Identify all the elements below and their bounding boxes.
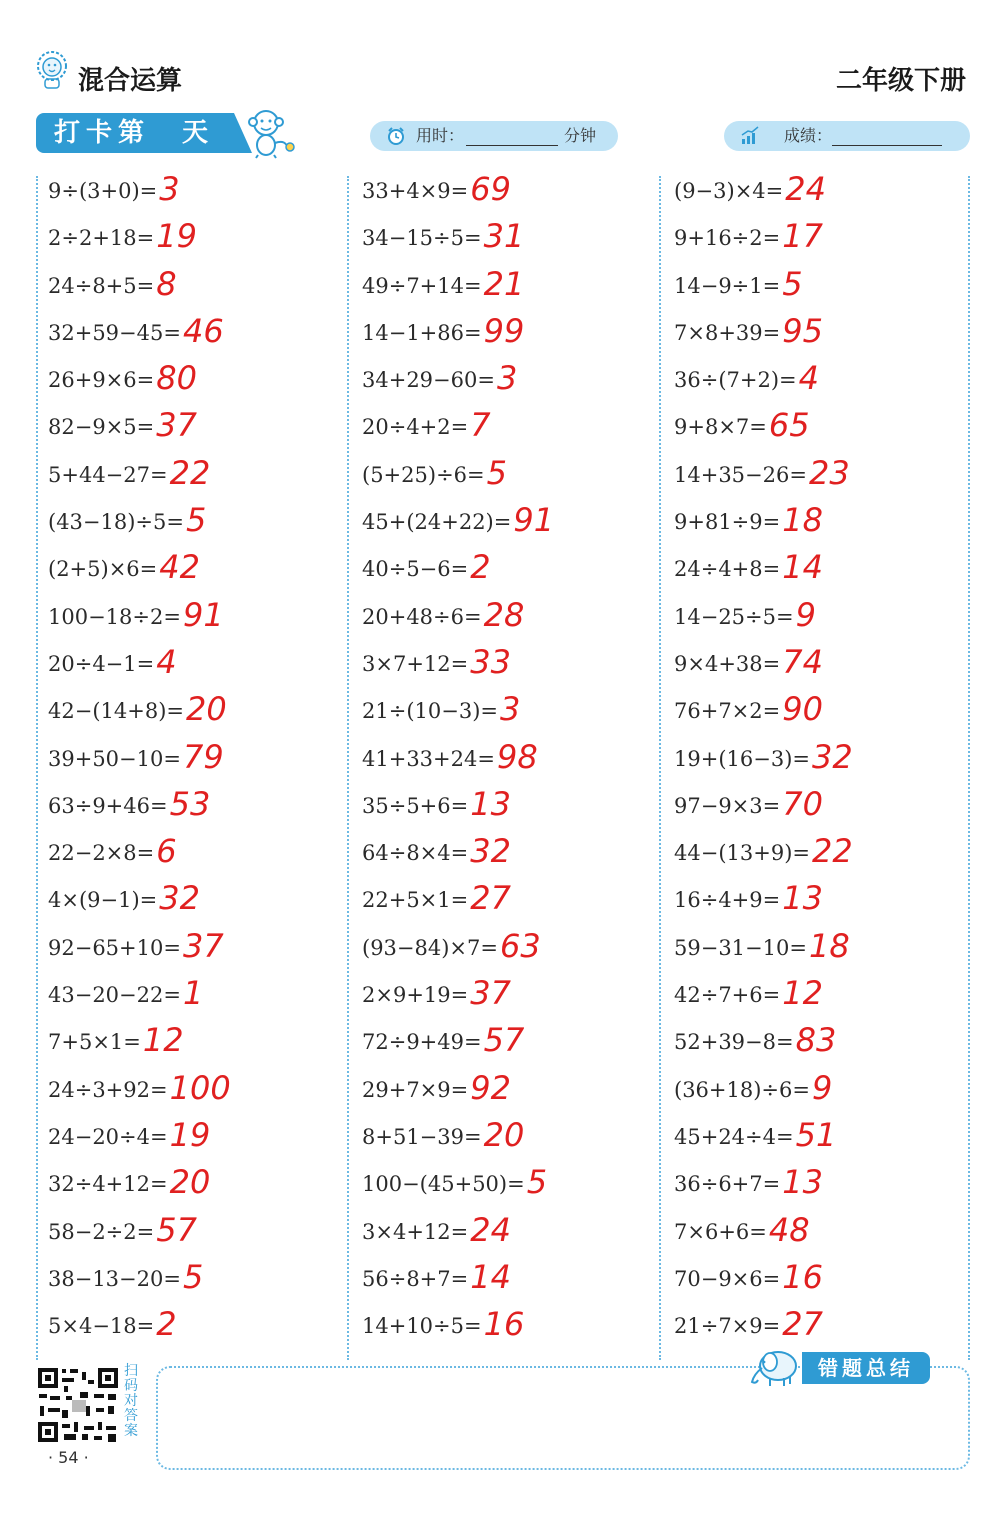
problem-row: [48, 1110, 231, 1157]
problem-row: [362, 637, 554, 684]
problem-expression: 24÷4+8=: [674, 557, 781, 582]
problem-expression: 26+9×6=: [48, 368, 155, 393]
problem-row: [48, 968, 231, 1015]
handwritten-answer[interactable]: 48: [768, 1210, 810, 1249]
problem-column-1: [48, 164, 231, 1346]
handwritten-answer[interactable]: 31: [483, 217, 525, 256]
problem-row: [48, 637, 231, 684]
problem-expression: 70−9×6=: [674, 1266, 781, 1291]
problem-expression: 2×9+19=: [362, 983, 469, 1008]
problem-expression: 9+8×7=: [674, 415, 767, 440]
handwritten-answer[interactable]: 17: [782, 217, 823, 256]
problem-row: [674, 353, 853, 400]
problem-row: [674, 1063, 853, 1110]
handwritten-answer[interactable]: 8: [156, 264, 177, 303]
problem-expression: (2+5)×6=: [48, 557, 158, 582]
problem-expression: 42÷7+6=: [674, 983, 781, 1008]
problem-row: [48, 164, 231, 211]
handwritten-answer[interactable]: 42: [159, 548, 200, 587]
problem-row: [48, 590, 231, 637]
problem-expression: 9+16÷2=: [674, 226, 781, 251]
grade-label: 二年级下册: [835, 66, 966, 96]
handwritten-answer[interactable]: 4: [156, 642, 177, 681]
problem-expression: (9−3)×4=: [674, 179, 784, 203]
handwritten-answer[interactable]: 37: [470, 974, 511, 1013]
handwritten-answer[interactable]: 19: [169, 1115, 211, 1154]
handwritten-answer[interactable]: 27: [782, 1305, 823, 1344]
problem-expression: 64÷8×4=: [362, 841, 469, 866]
problem-row: [362, 873, 554, 920]
handwritten-answer[interactable]: 92: [470, 1068, 511, 1107]
problem-row: [674, 211, 853, 258]
handwritten-answer[interactable]: 22: [169, 453, 211, 492]
problem-row: [362, 1299, 554, 1346]
problem-expression: 20+48÷6=: [362, 604, 482, 629]
problem-expression: 5+44−27=: [48, 462, 168, 487]
problem-row: [362, 164, 554, 211]
problem-expression: 21÷7×9=: [674, 1314, 781, 1339]
handwritten-answer[interactable]: 5: [185, 501, 207, 540]
handwritten-answer[interactable]: 3: [496, 359, 518, 398]
problem-expression: 21÷(10−3)=: [362, 699, 498, 724]
problem-row: [674, 732, 853, 779]
handwritten-answer[interactable]: 2: [156, 1305, 177, 1344]
problem-expression: 36÷6+7=: [674, 1172, 781, 1197]
problem-expression: 5×4−18=: [48, 1314, 155, 1339]
problem-row: [48, 684, 231, 731]
problem-expression: 36÷(7+2)=: [674, 368, 797, 393]
problem-expression: (5+25)÷6=: [362, 462, 485, 487]
handwritten-answer[interactable]: 91: [182, 595, 224, 634]
handwritten-answer[interactable]: 70: [782, 784, 823, 823]
problem-row: [48, 353, 231, 400]
problem-expression: 20÷4−1=: [48, 651, 155, 676]
handwritten-answer[interactable]: 3: [499, 690, 521, 729]
problem-row: [48, 400, 231, 447]
problem-row: [674, 826, 853, 873]
problem-expression: 45+(24+22)=: [362, 510, 512, 535]
problem-expression: 41+33+24=: [362, 746, 495, 771]
score-field: [724, 121, 970, 151]
handwritten-answer[interactable]: 2: [470, 548, 491, 587]
problem-row: [362, 684, 554, 731]
problem-row: [48, 448, 231, 495]
handwritten-answer[interactable]: 79: [182, 737, 224, 776]
problem-expression: 38−13−20=: [48, 1266, 181, 1291]
handwritten-answer[interactable]: 24: [470, 1210, 511, 1249]
problem-row: [362, 448, 554, 495]
problem-row: [674, 164, 853, 211]
problem-row: [362, 1015, 554, 1062]
problem-expression: 19+(16−3)=: [674, 746, 810, 771]
problem-expression: 7+5×1=: [48, 1030, 141, 1055]
problem-expression: 72÷9+49=: [362, 1030, 482, 1055]
problem-expression: 34−15÷5=: [362, 226, 482, 251]
handwritten-answer[interactable]: 13: [782, 1163, 823, 1202]
problem-row: [48, 1157, 231, 1204]
problem-row: [362, 779, 554, 826]
problem-row: [48, 826, 231, 873]
problem-row: [362, 495, 554, 542]
handwritten-answer[interactable]: 16: [483, 1305, 525, 1344]
problem-expression: 63÷9+46=: [48, 793, 168, 818]
handwritten-answer[interactable]: 32: [470, 832, 511, 871]
problem-row: [674, 400, 853, 447]
problem-expression: 40÷5−6=: [362, 557, 469, 582]
problem-expression: 35÷5+6=: [362, 793, 469, 818]
handwritten-answer[interactable]: 14: [470, 1257, 511, 1296]
problem-expression: 9×4+38=: [674, 651, 781, 676]
handwritten-answer[interactable]: 51: [795, 1115, 837, 1154]
problem-expression: 20÷4+2=: [362, 415, 469, 440]
handwritten-answer[interactable]: 95: [782, 311, 823, 350]
handwritten-answer[interactable]: 98: [496, 737, 538, 776]
handwritten-answer[interactable]: 53: [169, 784, 211, 823]
handwritten-answer[interactable]: 27: [470, 879, 511, 918]
problem-expression: 76+7×2=: [674, 699, 781, 724]
problem-expression: 44−(13+9)=: [674, 841, 810, 866]
problem-expression: 97−9×3=: [674, 793, 781, 818]
elephant-icon: [748, 1344, 804, 1388]
problem-row: [362, 400, 554, 447]
handwritten-answer[interactable]: 14: [782, 548, 823, 587]
handwritten-answer[interactable]: 7: [470, 406, 491, 445]
handwritten-answer[interactable]: 20: [185, 690, 227, 729]
problem-row: [674, 542, 853, 589]
page-number: · 54 ·: [48, 1448, 89, 1467]
handwritten-answer[interactable]: 18: [808, 926, 850, 965]
problem-expression: 34+29−60=: [362, 368, 495, 393]
problem-row: [362, 211, 554, 258]
handwritten-answer[interactable]: 37: [156, 406, 197, 445]
problem-expression: 33+4×9=: [362, 179, 469, 203]
problem-expression: 4×(9−1)=: [48, 888, 158, 913]
problem-expression: 9+81÷9=: [674, 510, 781, 535]
time-blank[interactable]: [466, 121, 558, 146]
handwritten-answer[interactable]: 32: [811, 737, 853, 776]
problem-expression: 29+7×9=: [362, 1077, 469, 1102]
problem-row: [362, 306, 554, 353]
handwritten-answer[interactable]: 12: [142, 1021, 184, 1060]
time-label: 用时：: [416, 126, 465, 145]
problem-expression: 59−31−10=: [674, 935, 807, 960]
handwritten-answer[interactable]: 13: [470, 784, 511, 823]
handwritten-answer[interactable]: 9: [795, 595, 816, 634]
problem-expression: 49÷7+14=: [362, 273, 482, 298]
problem-row: [48, 1299, 231, 1346]
handwritten-answer[interactable]: 5: [486, 453, 507, 492]
problem-row: [48, 873, 231, 920]
handwritten-answer[interactable]: 13: [782, 879, 823, 918]
time-unit: 分钟: [564, 126, 597, 145]
problem-row: [48, 921, 231, 968]
column-divider: [659, 176, 661, 1360]
problem-row: [674, 590, 853, 637]
problem-row: [674, 921, 853, 968]
problem-expression: 82−9×5=: [48, 415, 155, 440]
problem-expression: 56÷8+7=: [362, 1266, 469, 1291]
problem-column-2: [362, 164, 554, 1346]
problem-row: [362, 1252, 554, 1299]
problem-expression: 43−20−22=: [48, 983, 181, 1008]
handwritten-answer[interactable]: 91: [513, 501, 555, 540]
problem-row: [674, 306, 853, 353]
problem-row: [674, 495, 853, 542]
handwritten-answer[interactable]: 5: [782, 264, 803, 303]
handwritten-answer[interactable]: 83: [795, 1021, 837, 1060]
problem-expression: 3×4+12=: [362, 1219, 469, 1244]
problem-row: [362, 353, 554, 400]
problem-row: [362, 259, 554, 306]
problem-row: [48, 1015, 231, 1062]
problem-row: [362, 1063, 554, 1110]
problem-expression: 7×8+39=: [674, 320, 781, 345]
handwritten-answer[interactable]: 18: [782, 501, 823, 540]
time-field: [370, 121, 618, 151]
problem-row: [674, 1110, 853, 1157]
problem-expression: 3×7+12=: [362, 651, 469, 676]
handwritten-answer[interactable]: 90: [782, 690, 823, 729]
problem-expression: 22+5×1=: [362, 888, 469, 913]
handwritten-answer[interactable]: 20: [169, 1163, 211, 1202]
handwritten-answer[interactable]: 3: [159, 170, 180, 208]
problem-row: [362, 732, 554, 779]
problem-expression: (93−84)×7=: [362, 935, 498, 960]
problem-expression: 42−(14+8)=: [48, 699, 184, 724]
problem-row: [48, 1205, 231, 1252]
problem-row: [362, 826, 554, 873]
problem-row: [674, 873, 853, 920]
problem-row: [48, 779, 231, 826]
problem-expression: 16÷4+9=: [674, 888, 781, 913]
problem-expression: 14−1+86=: [362, 320, 482, 345]
clock-icon: [386, 126, 406, 146]
handwritten-answer[interactable]: 46: [182, 311, 224, 350]
problem-row: [362, 1110, 554, 1157]
handwritten-answer[interactable]: 32: [159, 879, 200, 918]
problem-row: [362, 1157, 554, 1204]
problem-row: [674, 1252, 853, 1299]
problem-row: [48, 211, 231, 258]
problem-expression: 32÷4+12=: [48, 1172, 168, 1197]
handwritten-answer[interactable]: 28: [483, 595, 525, 634]
problem-row: [48, 1252, 231, 1299]
mistake-summary-tab: 错题总结: [802, 1352, 930, 1384]
score-blank[interactable]: [832, 121, 942, 146]
column-divider: [347, 176, 349, 1360]
problem-expression: 9÷(3+0)=: [48, 179, 158, 203]
problem-row: [674, 259, 853, 306]
handwritten-answer[interactable]: 9: [811, 1068, 833, 1107]
problem-row: [674, 637, 853, 684]
handwritten-answer[interactable]: 5: [182, 1257, 204, 1296]
problem-row: [674, 1299, 853, 1346]
handwritten-answer[interactable]: 57: [156, 1210, 197, 1249]
score-label: 成绩：: [784, 126, 833, 145]
problem-row: [48, 259, 231, 306]
handwritten-answer[interactable]: 22: [811, 832, 853, 871]
problem-row: [674, 779, 853, 826]
problem-row: [674, 684, 853, 731]
problem-expression: 24÷3+92=: [48, 1077, 168, 1102]
handwritten-answer[interactable]: 69: [470, 170, 511, 208]
problem-expression: 58−2÷2=: [48, 1219, 155, 1244]
handwritten-answer[interactable]: 12: [782, 974, 823, 1013]
problem-row: [674, 968, 853, 1015]
problem-expression: 24÷8+5=: [48, 273, 155, 298]
handwritten-answer[interactable]: 80: [156, 359, 197, 398]
handwritten-answer[interactable]: 4: [798, 359, 819, 398]
handwritten-answer[interactable]: 100: [169, 1068, 231, 1107]
handwritten-answer[interactable]: 24: [785, 170, 826, 208]
problem-expression: 7×6+6=: [674, 1219, 767, 1244]
problem-expression: 24−20÷4=: [48, 1124, 168, 1149]
problem-column-3: [674, 164, 853, 1346]
handwritten-answer[interactable]: 33: [470, 642, 511, 681]
handwritten-answer[interactable]: 63: [499, 926, 541, 965]
handwritten-answer[interactable]: 6: [156, 832, 177, 871]
problem-expression: 45+24÷4=: [674, 1124, 794, 1149]
scan-for-answers-label: 扫码对答案: [124, 1363, 138, 1439]
problem-row: [48, 1063, 231, 1110]
problem-row: [674, 1157, 853, 1204]
problem-row: [48, 732, 231, 779]
problem-expression: 14+35−26=: [674, 462, 807, 487]
problem-row: [674, 1205, 853, 1252]
qr-code[interactable]: [36, 1366, 120, 1444]
problem-expression: 52+39−8=: [674, 1030, 794, 1055]
problem-expression: 2÷2+18=: [48, 226, 155, 251]
checkin-banner: 打卡第 天: [36, 113, 234, 153]
problem-row: [48, 542, 231, 589]
problem-expression: 100−18÷2=: [48, 604, 181, 629]
page-title: 混合运算: [78, 66, 183, 96]
handwritten-answer[interactable]: 74: [782, 642, 823, 681]
problem-expression: 100−(45+50)=: [362, 1172, 525, 1197]
problem-expression: 14−25÷5=: [674, 604, 794, 629]
problem-expression: 14−9÷1=: [674, 273, 781, 298]
handwritten-answer[interactable]: 19: [156, 217, 197, 256]
lion-icon: [34, 50, 70, 90]
problem-row: [362, 542, 554, 589]
handwritten-answer[interactable]: 16: [782, 1257, 823, 1296]
problem-expression: 39+50−10=: [48, 746, 181, 771]
problem-row: [674, 448, 853, 495]
problem-row: [48, 495, 231, 542]
monkey-icon: [240, 103, 296, 159]
problem-row: [48, 306, 231, 353]
problem-expression: 92−65+10=: [48, 935, 181, 960]
handwritten-answer[interactable]: 23: [808, 453, 850, 492]
problem-expression: 32+59−45=: [48, 320, 181, 345]
handwritten-answer[interactable]: 21: [483, 264, 525, 303]
problem-expression: 8+51−39=: [362, 1124, 482, 1149]
handwritten-answer[interactable]: 65: [768, 406, 810, 445]
problem-expression: (36+18)÷6=: [674, 1077, 810, 1102]
problem-row: [362, 921, 554, 968]
chart-icon: [740, 126, 760, 146]
handwritten-answer[interactable]: 5: [526, 1163, 548, 1202]
problem-row: [362, 590, 554, 637]
problem-expression: 14+10÷5=: [362, 1314, 482, 1339]
problem-row: [674, 1015, 853, 1062]
handwritten-answer[interactable]: 57: [483, 1021, 525, 1060]
handwritten-answer[interactable]: 37: [182, 926, 224, 965]
problem-expression: (43−18)÷5=: [48, 510, 184, 535]
problem-row: [362, 968, 554, 1015]
handwritten-answer[interactable]: 1: [182, 974, 204, 1013]
handwritten-answer[interactable]: 20: [483, 1115, 525, 1154]
handwritten-answer[interactable]: 99: [483, 311, 525, 350]
problem-expression: 22−2×8=: [48, 841, 155, 866]
problem-row: [362, 1205, 554, 1252]
